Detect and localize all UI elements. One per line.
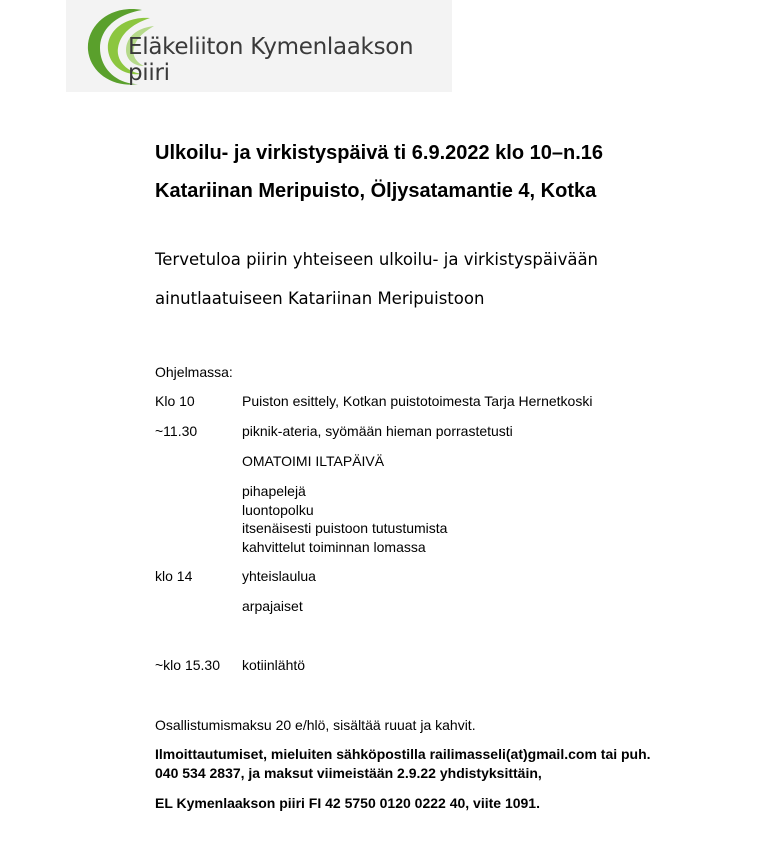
program-time-3: klo 14 xyxy=(155,568,193,584)
program-item-2: piknik-ateria, syömään hieman porrastetusti xyxy=(242,423,513,439)
program-item-4: kotiinlähtö xyxy=(242,657,306,673)
program-heading: Ohjelmassa: xyxy=(155,364,233,380)
program-time-4: ~klo 15.30 xyxy=(155,657,220,673)
afternoon-heading: OMATOIMI ILTAPÄIVÄ xyxy=(242,453,385,469)
program-item-3: yhteislaulua xyxy=(242,568,316,584)
program-time-2: ~11.30 xyxy=(155,423,198,439)
signup-line-1: Ilmoittautumiset, mieluiten sähköpostilla railimasseli(at)gmail.com tai puh. xyxy=(155,746,651,762)
intro-line-1: Tervetuloa piirin yhteiseen ulkoilu- ja virkistyspäivään xyxy=(155,250,599,269)
program-item-1: Puiston esittely, Kotkan puistotoimesta Tarja Hernetkoski xyxy=(242,393,593,409)
organization-name: Eläkeliiton Kymenlaakson piiri xyxy=(128,34,414,86)
activity-item: kahvittelut toiminnan lomassa xyxy=(242,538,426,555)
lottery-item: arpajaiset xyxy=(242,598,303,614)
logo xyxy=(66,0,452,92)
signup-line-2: 040 534 2837, ja maksut viimeistään 2.9.22 yhdistyksittäin, xyxy=(155,765,542,781)
activity-item: itsenäisesti puistoon tutustumista xyxy=(242,520,448,536)
participation-fee: Osallistumismaksu 20 e/hlö, sisältää ruuat ja kahvit. xyxy=(155,717,476,733)
activity-list xyxy=(242,482,447,556)
program-time-1: Klo 10 xyxy=(155,393,195,409)
activity-item: pihapelejä xyxy=(242,483,306,499)
bank-details: EL Kymenlaakson piiri FI 42 5750 0120 0222 40, viite 1091. xyxy=(155,795,540,811)
activity-item: luontopolku xyxy=(242,501,314,518)
event-location: Katariinan Meripuisto, Öljysatamantie 4, Kotka xyxy=(155,180,597,202)
intro-line-2: ainutlaatuiseen Katariinan Meripuistoon xyxy=(155,289,485,308)
event-title: Ulkoilu- ja virkistyspäivä ti 6.9.2022 klo 10–n.16 xyxy=(155,142,604,164)
